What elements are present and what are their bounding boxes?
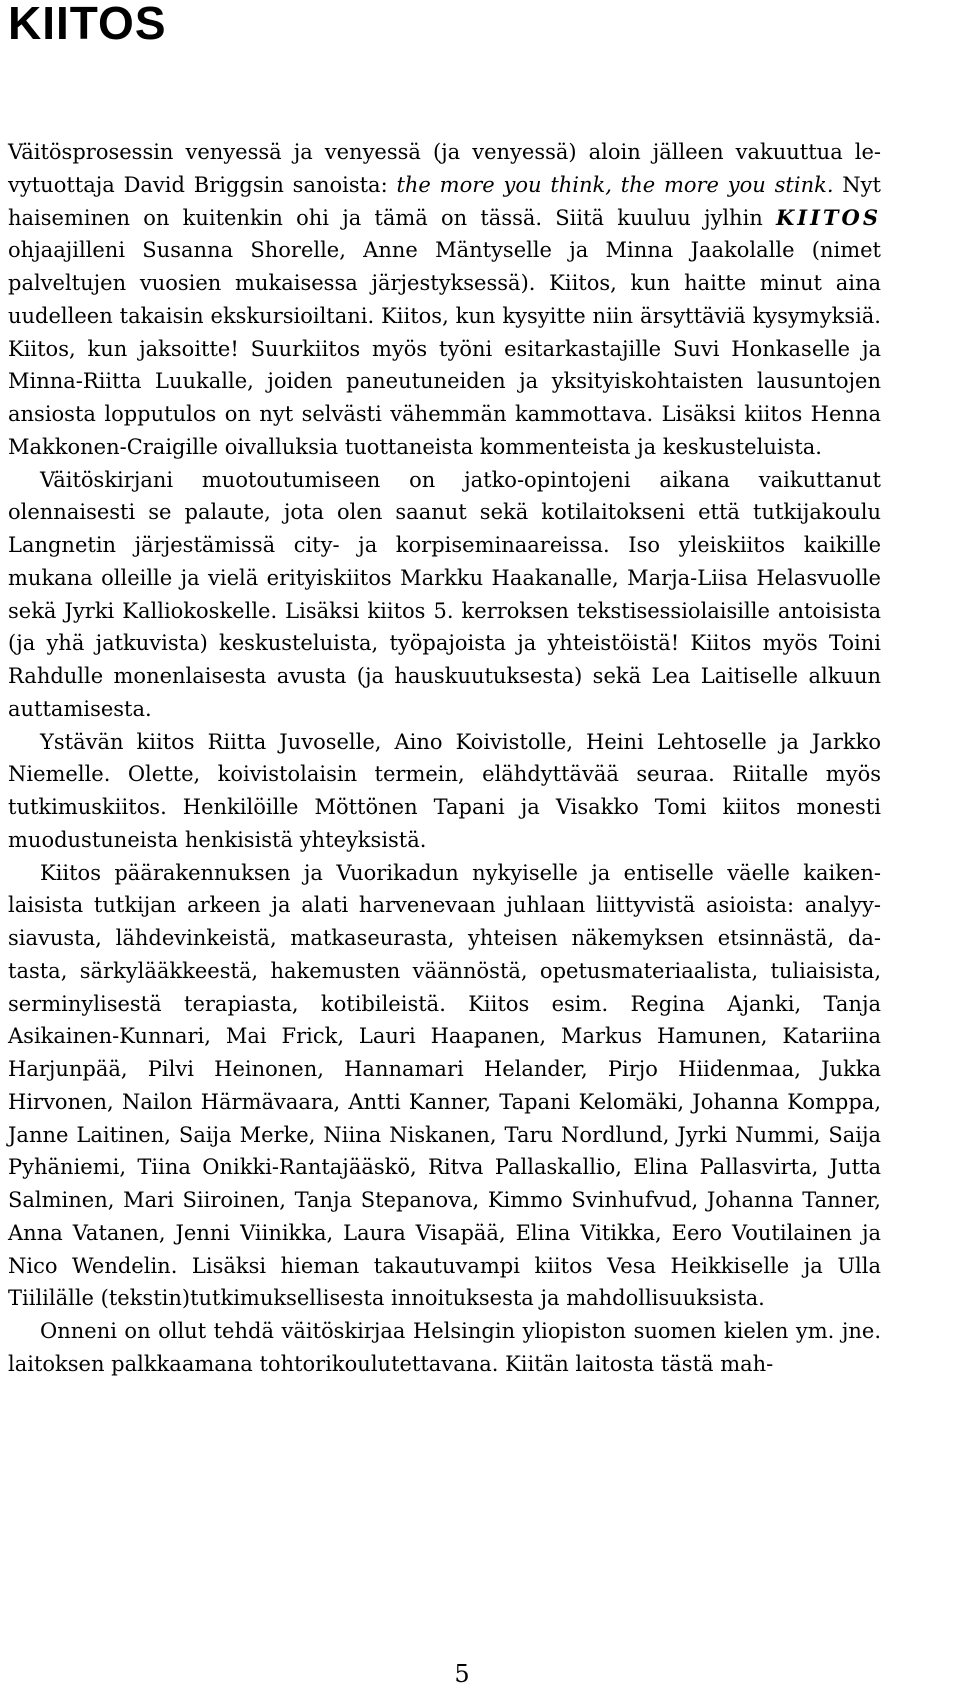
paragraph	[8, 136, 881, 464]
paragraph	[8, 726, 881, 857]
decorative-kiitos: KIITOS	[776, 204, 881, 230]
page-title: KIITOS	[8, 0, 167, 49]
text-run: Nyt haiseminen on kuitenkin ohi ja tämä on tässä. Siitä kuuluu jylhin	[8, 172, 881, 230]
paragraph	[8, 857, 881, 1316]
text-run: Väitösprosessin venyessä ja venyessä (ja venyessä) aloin jälleen vakuuttua levytuottaja David Briggsin sanoista:	[8, 140, 881, 197]
page-number: 5	[454, 1660, 470, 1688]
text-run: ohjaajilleni Susanna Shorelle, Anne Mäntyselle ja Minna Jaakolalle (nimet palveltujen vuosien mukaisessa järjestyksessä). Kiitos, kun haitte minut aina uudelleen takaisin ekskursioiltani. Kiitos, kun kysyitte niin ärsyttäviä kysymyksiä. Kiitos, kun jaksoitte! Suurkiitos myös työni esitarkastajille Suvi Honkaselle ja Minna-Riitta Luukalle, joiden paneutuneiden ja yksityiskohtaisten lausuntojen ansiosta lopputulos on nyt selvästi vähemmän kammottava. Lisäksi kiitos Henna Makkonen-Craigille oivalluksia tuottaneista kommenteista ja keskusteluista.	[8, 238, 881, 459]
paragraph	[8, 1315, 881, 1381]
text-run: Väitöskirjani muotoutumiseen on jatko-opintojeni aikana vaikuttanut olennaisesti se palaute, jota olen saanut sekä kotilaitokseni että tutkijakoulu Langnetin järjestämissä city- ja korpiseminaareissa. Iso yleiskiitos kaikille mukana olleille ja vielä erityiskiitos Markku Haakanalle, Marja-Liisa Helasvuolle sekä Jyrki Kalliokoskelle. Lisäksi kiitos 5. kerroksen tekstisessiolaisille antoisista (ja yhä jatkuvista) keskusteluista, työpajoista ja yhteistöistä! Kiitos myös Toini Rahdulle monenlaisesta avusta (ja hauskuutuksesta) sekä Lea Laitiselle alkuun auttamisesta.	[8, 467, 881, 721]
italic-quote: the more you think, the more you stink.	[396, 172, 834, 197]
text-run: Ystävän kiitos Riitta Juvoselle, Aino Koivistolle, Heini Lehtoselle ja Jarkko Niemelle. Olette, koivistolaisin termein, elähdyttävää seuraa. Riitalle myös tutkimuskiitos. Henkilöille Möttönen Tapani ja Visakko Tomi kiitos monesti muodustuneista henkisistä yhteyksistä.	[8, 729, 881, 852]
body-text	[8, 136, 881, 1381]
paragraph	[8, 464, 881, 726]
text-run: Onneni on ollut tehdä väitöskirjaa Helsingin yliopiston suomen kielen ym. jne. laitoksen palkkaamana tohtorikoulutettavana. Kiitän laitosta tästä mah-	[8, 1319, 881, 1376]
text-run: Kiitos päärakennuksen ja Vuorikadun nykyiselle ja entiselle väelle kaikenlaisista tutkijan arkeen ja alati harvenevaan juhlaan liittyvistä asioista: analyysiavusta, lähdevinkeistä, matkaseurasta, yhteisen näkemyksen etsinnästä, datasta, särkylääkkeestä, hakemusten väännöstä, opetusmateriaalista, tuliaisista, serminylisestä terapiasta, kotibileistä. Kiitos esim. Regina Ajanki, Tanja Asikainen-Kunnari, Mai Frick, Lauri Haapanen, Markus Hamunen, Katariina Harjunpää, Pilvi Heinonen, Hannamari Helander, Pirjo Hiidenmaa, Jukka Hirvonen, Nailon Härmävaara, Antti Kanner, Tapani Kelomäki, Johanna Komppa, Janne Laitinen, Saija Merke, Niina Niskanen, Taru Nordlund, Jyrki Nummi, Saija Pyhäniemi, Tiina Onikki-Rantajääskö, Ritva Pallaskallio, Elina Pallasvirta, Jutta Salminen, Mari Siiroinen, Tanja Stepanova, Kimmo Svinhufvud, Johanna Tanner, Anna Vatanen, Jenni Viinikka, Laura Visapää, Elina Vitikka, Eero Voutilainen ja Nico Wendelin. Lisäksi hieman takautuvampi kiitos Vesa Heikkiselle ja Ulla Tiililälle (tekstin)tutkimuksellisesta innoituksesta ja mahdollisuuksista.	[8, 860, 881, 1311]
